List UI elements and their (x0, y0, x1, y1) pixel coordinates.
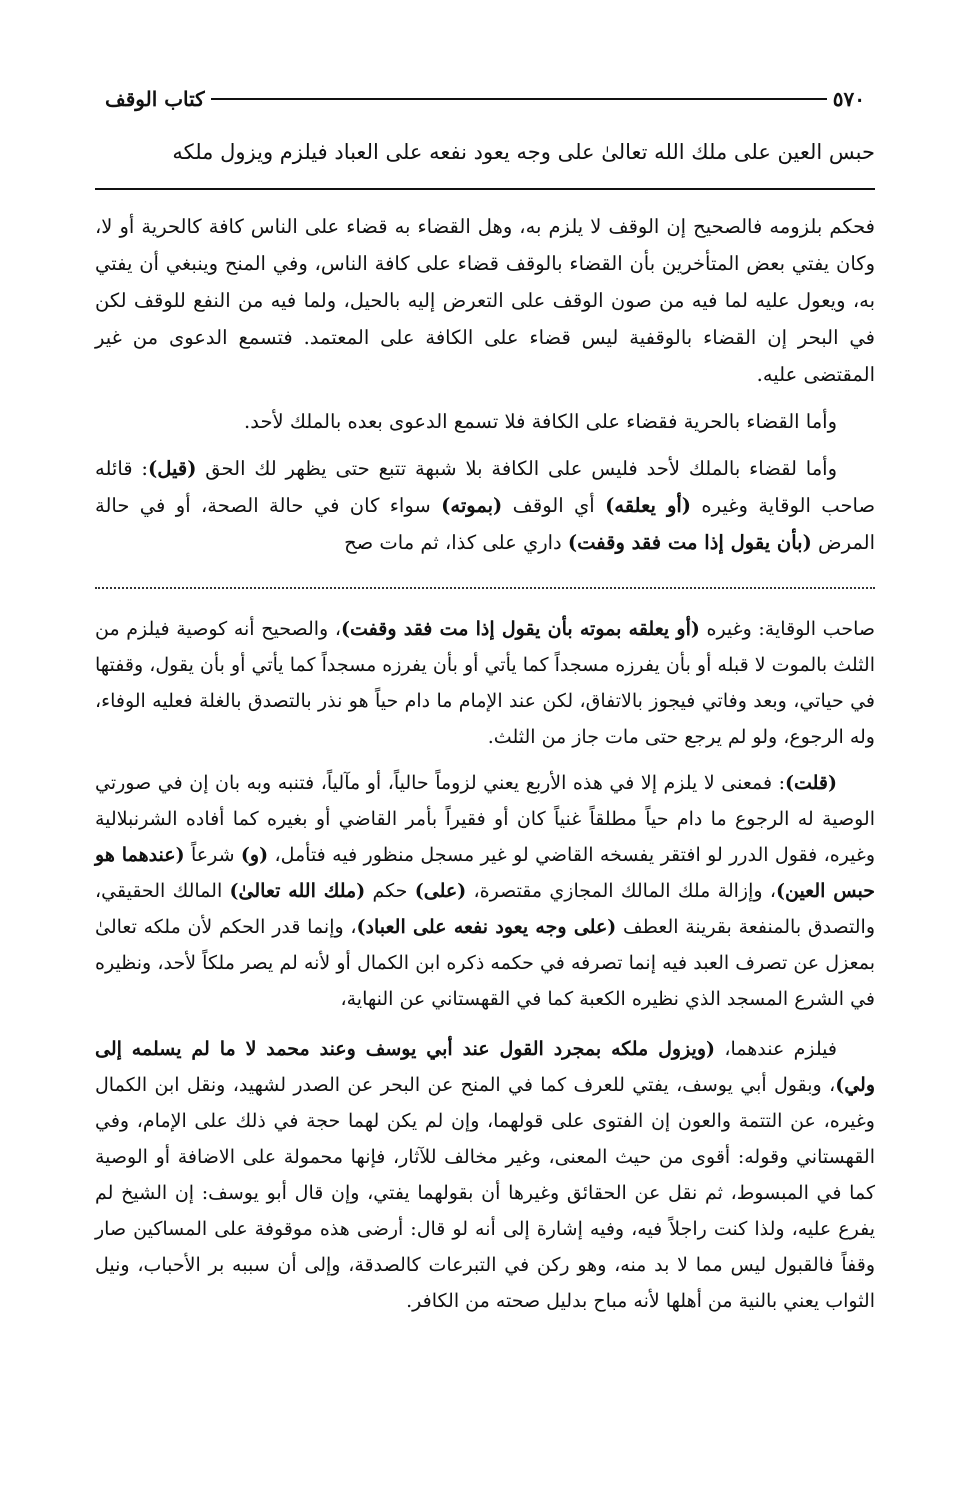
bold-run: (عندهما هو حبس العين) (95, 844, 876, 902)
bold-run: (و) (240, 844, 269, 866)
matn-separator (95, 188, 875, 190)
bold-run: (أو يعلقه) (605, 494, 692, 517)
text-run: ، وبقول أبي يوسف، يفتي للعرف كما في المنح عن البحر عن الصدر لشهيد، ونقل ابن الكمال وغيره، عن التتمة والعون إن الفتوى على قولهما، وإن لم يكن لهما حجة في ذلك على الإمام، وفي القهستاني وقوله: أقوى من حيث المعنى، وغير مخالف للآثار، فإنها محمولة على الاضافة أو الوصية كما في المبسوط، ثم نقل عن الحقائق وغيرها أن بقولهما يفتي، وإن قال أبو يوسف: إن الشيخ لم يفرع عليه، ولذا كنت راجلاً فيه، وفيه إشارة إلى أنه لو قال: أرضى هذه موقوفة على المساكين صار وقفاً فالقبول ليس مما لا بد منه، وهو ركن في التبرعات كالصدقة، وإلى أن سببه بر الأحباب، ونيل الثواب يعني بالنية من أهلها لأنه مباح بدليل صحته من الكافر. (95, 1074, 875, 1312)
commentary-paragraph-1: فحكم بلزومه فالصحيح إن الوقف لا يلزم به، وهل القضاء به قضاء على الناس كافة كالحرية أو لا، وكان يفتي بعض المتأخرين بأن القضاء بالوقف قضاء على كافة الناس، وفي المنح وينبغي أن يفتي به، ويعول عليه لما فيه من صون الوقف على التعرض إليه بالحيل، ولما فيه من النفع للوقف لكن في البحر إن القضاء بالوقفية ليس قضاء على الكافة على المعتمد. فتسمع الدعوى من غير المقتضى عليه. (95, 215, 875, 386)
header-rule (211, 98, 827, 100)
bold-run: (قلت) (784, 772, 837, 794)
text-run: فيلزم عندهما، (715, 1038, 838, 1060)
bold-run: (ويزول ملكه بمجرد القول عند أبي يوسف وعند محمد لا ما لم يسلمه إلى ولي) (95, 1038, 875, 1096)
bold-run: (ملك الله تعالىٰ) (229, 880, 366, 902)
text-run: وأما لقضاء بالملك لأحد فليس على الكافة بلا شبهة تتبع حتى يظهر لك الحق (196, 457, 838, 480)
commentary-paragraph-3 (95, 450, 875, 561)
running-header (95, 80, 875, 118)
text-run: ، وإزالة ملك المالك المجازي مقتصرة، (466, 880, 776, 902)
bold-run: (على) (414, 880, 467, 902)
text-run: المالك الحقيقي، والتصدق بالمنفعة بقرينة العطف (95, 880, 876, 938)
text-run: : فمعنى لا يلزم إلا في هذه الأربع يعني لزوماً حالياً، أو مآلياً، فتنبه وبه بان إن في صورتي الوصية له الرجوع ما دام حياً مطلقاً غنياً كان أو فقيراً بأمر القاضي أو بغيره كما أفاده الشرنبلالية وغيره، فقول الدرر لو افتقر يفسخه القاضي لو غير مسجل منظور فيه فتأمل، (95, 772, 876, 866)
footnote-paragraph-2 (95, 765, 875, 1017)
text-run: شرعاً (184, 844, 241, 866)
text-run: : قائله صاحب الوقاية وغيره (95, 457, 876, 517)
bold-run: (على وجه يعود نفعه على العباد) (356, 916, 617, 938)
text-run: ، وإنما قدر الحكم لأن ملكه تعالىٰ بمعزل عن تصرف العبد فيه إنما تصرفه في حكمه ذكره ابن الكمال أو لأنه لم يصر ملكاً لأحد، ونظيره في الشرع المسجد الذي نظيره الكعبة كما في القهستاني عن النهاية، (95, 916, 875, 1010)
page (95, 80, 875, 1319)
footnote-paragraph-3 (95, 1031, 875, 1319)
matn-text: حبس العين على ملك الله تعالىٰ على وجه يعود نفعه على العباد فيلزم ويزول ملكه (172, 140, 875, 164)
book-title: كتاب الوقف (105, 87, 205, 111)
text-run: صاحب الوقاية: وغيره (699, 618, 875, 640)
page-number: ٥٧٠ (832, 87, 865, 111)
commentary-paragraph-2: وأما القضاء بالحرية فقضاء على الكافة فلا تسمع الدعوى بعده بالملك لأحد. (244, 410, 837, 433)
text-run: حكم (365, 880, 415, 902)
bold-run: (بموته) (441, 494, 503, 517)
text-run: أي الوقف (502, 494, 606, 517)
footnote-paragraph-1 (95, 611, 875, 755)
text-run: ، والصحيح أنه كوصية فيلزم من الثلث بالموت لا قبله أو بأن يفرزه مسجداً كما يأتي أو بأن يفرزه مسجداً كما يأتي أو بأن يقول، وقفتها في حياتي، وبعد وفاتي فيجوز بالاتفاق، لكن عند الإمام ما دام حياً هو نذر بالتصدق بالغلة فعليه الوفاء، وله الرجوع، ولو لم يرجع حتى مات جاز من الثلث. (95, 618, 875, 748)
footnote-separator (95, 587, 875, 589)
bold-run: (بأن يقول إذا مت فقد وقفت) (567, 531, 812, 554)
text-run: سواء كان في حالة الصحة، أو في حالة المرض (95, 494, 875, 554)
bold-run: (أو يعلقه بموته بأن يقول إذا مت فقد وقفت) (340, 618, 700, 640)
bold-run: (قيل) (148, 457, 197, 480)
text-run: داري على كذا، ثم مات صح (344, 531, 568, 554)
